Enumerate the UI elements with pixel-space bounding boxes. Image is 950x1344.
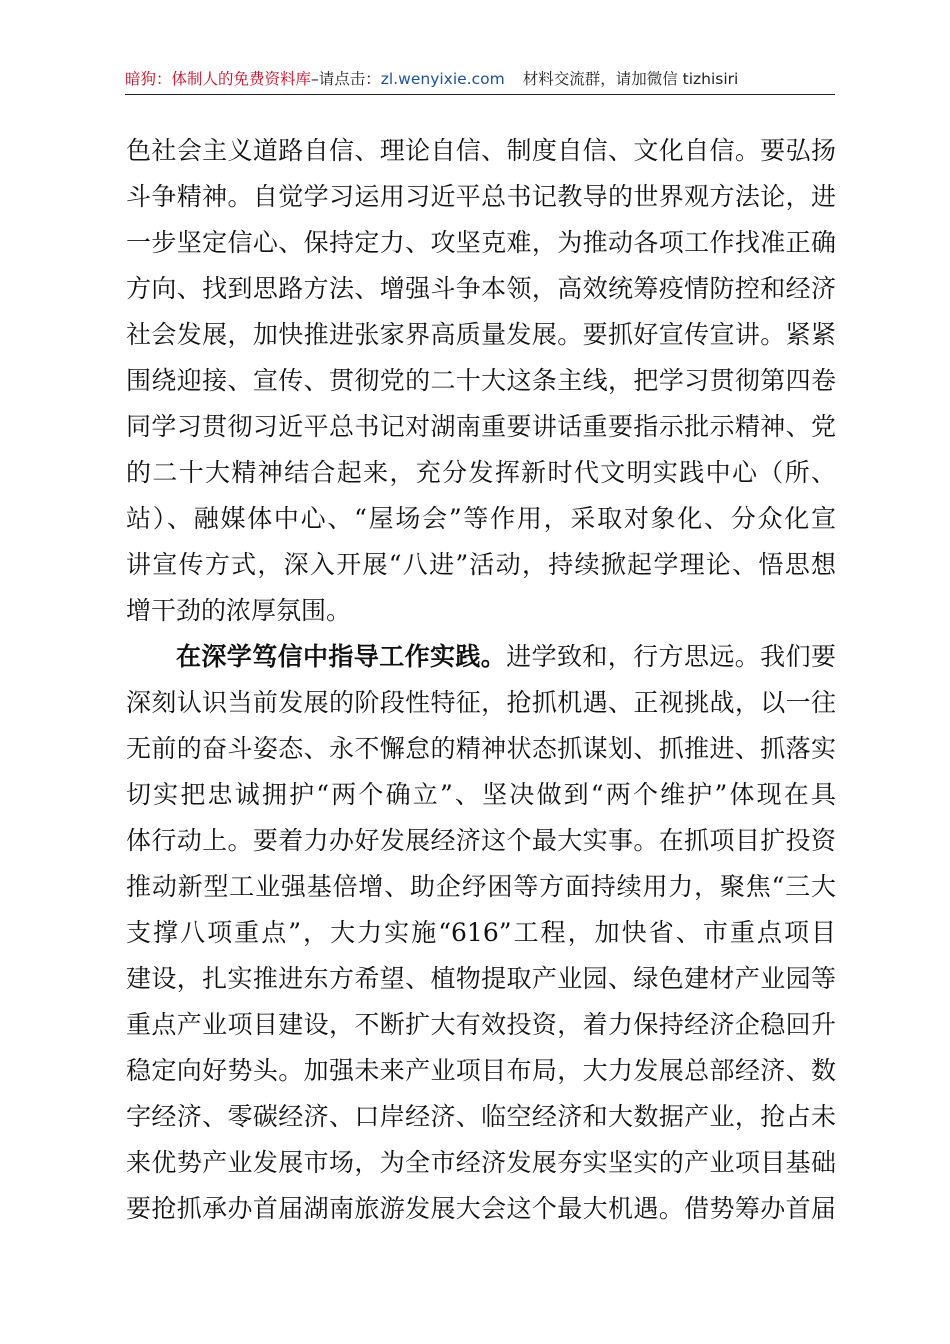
text-line: 同学习贯彻习近平总书记对湖南重要讲话重要指示批示精神、党 — [126, 412, 836, 441]
text-line: 无前的奋斗姿态、永不懈怠的精神状态抓谋划、抓推进、抓落实 — [126, 734, 836, 763]
header-brand: 暗狗：体制人的免费资料库 — [125, 70, 312, 88]
text-line: 色社会主义道路自信、理论自信、制度自信、文化自信。要弘扬 — [126, 136, 836, 165]
paragraph-2 — [126, 634, 836, 1232]
text-line: 讲宣传方式，深入开展“八进”活动，持续掀起学理论、悟思想 — [126, 550, 836, 579]
text-line: 一步坚定信心、保持定力、攻坚克难，为推动各项工作找准正确 — [126, 228, 836, 257]
text-line: 推动新型工业强基倍增、助企纾困等方面持续用力，聚焦“三大 — [126, 872, 836, 901]
text-line: 斗争精神。自觉学习运用习近平总书记教导的世界观方法论，进 — [126, 182, 836, 211]
text-line: 方向、找到思路方法、增强斗争本领，高效统筹疫情防控和经济 — [126, 274, 836, 303]
text-line: 体行动上。要着力办好发展经济这个最大实事。在抓项目扩投资 — [126, 826, 836, 855]
text-line: 要抢抓承办首届湖南旅游发展大会这个最大机遇。借势筹办首届 — [126, 1194, 836, 1223]
text-line: 字经济、零碳经济、口岸经济、临空经济和大数据产业，抢占未 — [126, 1102, 836, 1131]
document-body — [126, 128, 836, 1232]
text-line: 站）、融媒体中心、“屋场会”等作用，采取对象化、分众化宣 — [126, 504, 836, 533]
text-line: 切实把忠诚拥护“两个确立”、坚决做到“两个维护”体现在具 — [126, 780, 836, 809]
header-site-link[interactable]: zl.wenyixie.com — [380, 70, 505, 88]
text-line: 社会发展，加快推进张家界高质量发展。要抓好宣传宣讲。紧紧 — [126, 320, 836, 349]
paragraph-lead-text: 进学致和，行方思远。我们要 — [506, 642, 836, 671]
page-header — [125, 66, 835, 95]
text-line: 围绕迎接、宣传、贯彻党的二十大这条主线，把学习贯彻第四卷 — [126, 366, 836, 395]
text-line: 增干劲的浓厚氛围。 — [126, 596, 352, 625]
text-line: 稳定向好势头。加强未来产业项目布局，大力发展总部经济、数 — [126, 1056, 836, 1085]
text-line: 深刻认识当前发展的阶段性特征，抢抓机遇、正视挑战，以一往 — [126, 688, 836, 717]
header-prompt: –请点击： — [311, 70, 381, 88]
header-contact: 材料交流群，请加微信 tizhisiri — [522, 70, 739, 88]
text-line-first — [126, 634, 836, 680]
text-line: 支撑八项重点”，大力实施“616”工程，加快省、市重点项目 — [126, 918, 836, 947]
paragraph-1 — [126, 128, 836, 634]
text-line: 的二十大精神结合起来，充分发挥新时代文明实践中心（所、 — [126, 458, 836, 487]
text-line: 来优势产业发展市场，为全市经济发展夯实坚实的产业项目基础 — [126, 1148, 836, 1177]
text-line: 重点产业项目建设，不断扩大有效投资，着力保持经济企稳回升 — [126, 1010, 836, 1039]
paragraph-heading: 在深学笃信中指导工作实践。 — [176, 642, 507, 671]
text-line: 建设，扎实推进东方希望、植物提取产业园、绿色建材产业园等 — [126, 964, 836, 993]
